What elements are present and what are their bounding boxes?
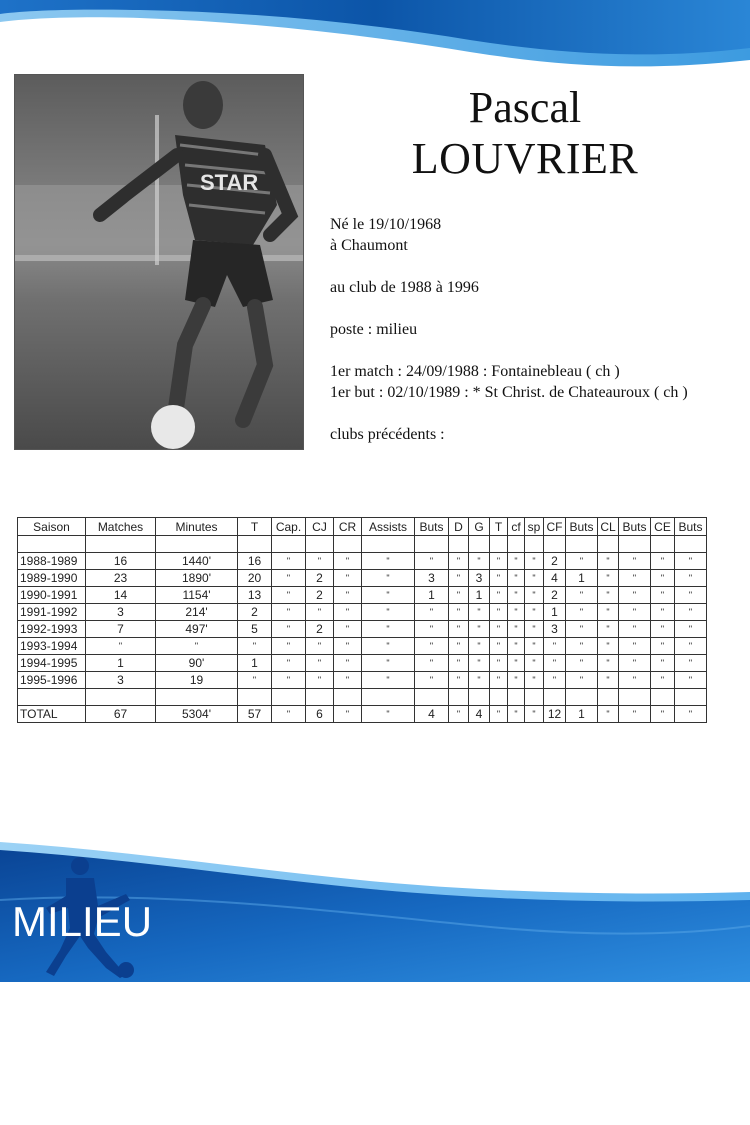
- table-cell: [306, 536, 334, 553]
- previous-clubs: clubs précédents :: [330, 426, 445, 443]
- table-cell: ": [566, 587, 598, 604]
- table-cell: ": [490, 672, 508, 689]
- table-header: T: [490, 518, 508, 536]
- table-cell: ": [675, 570, 707, 587]
- table-cell: 5: [238, 621, 272, 638]
- table-cell: ": [619, 587, 651, 604]
- table-cell: ": [651, 553, 675, 570]
- table-cell: 3: [86, 604, 156, 621]
- table-cell: ": [651, 587, 675, 604]
- table-cell: 1995-1996: [18, 672, 86, 689]
- table-cell: [544, 536, 566, 553]
- table-cell: ": [362, 587, 415, 604]
- table-cell: ": [362, 672, 415, 689]
- position: poste : milieu: [330, 321, 418, 338]
- table-cell: ": [525, 706, 544, 723]
- table-cell: 1992-1993: [18, 621, 86, 638]
- table-cell: [508, 536, 525, 553]
- table-cell: ": [675, 655, 707, 672]
- table-header: cf: [508, 518, 525, 536]
- table-cell: ": [508, 621, 525, 638]
- table-header: CE: [651, 518, 675, 536]
- table-cell: ": [566, 638, 598, 655]
- table-cell: ": [415, 672, 449, 689]
- table-cell: 2: [544, 553, 566, 570]
- table-cell: ": [598, 570, 619, 587]
- table-cell: ": [651, 655, 675, 672]
- table-cell: ": [619, 604, 651, 621]
- table-cell: 16: [86, 553, 156, 570]
- table-cell: [272, 536, 306, 553]
- first-goal: 1er but : 02/10/1989 : * St Christ. de Chateauroux ( ch ): [330, 384, 688, 401]
- table-cell: ": [675, 672, 707, 689]
- table-cell: ": [272, 706, 306, 723]
- table-cell: ": [619, 672, 651, 689]
- table-cell: ": [544, 655, 566, 672]
- table-cell: ": [490, 655, 508, 672]
- club-period: au club de 1988 à 1996: [330, 279, 479, 296]
- table-cell: 1890': [156, 570, 238, 587]
- table-cell: ": [362, 621, 415, 638]
- table-cell: ": [449, 655, 469, 672]
- table-cell: 3: [544, 621, 566, 638]
- table-row: [18, 655, 707, 672]
- table-cell: ": [525, 553, 544, 570]
- table-cell: ": [544, 672, 566, 689]
- table-cell: ": [619, 706, 651, 723]
- player-name: [400, 84, 650, 186]
- table-row: [18, 621, 707, 638]
- table-cell: ": [651, 638, 675, 655]
- table-cell: ": [675, 587, 707, 604]
- table-cell: ": [449, 621, 469, 638]
- table-header: CR: [334, 518, 362, 536]
- table-cell: ": [362, 604, 415, 621]
- table-cell: [415, 536, 449, 553]
- table-cell: ": [651, 706, 675, 723]
- table-cell: ": [362, 655, 415, 672]
- table-cell: ": [566, 655, 598, 672]
- table-header: CL: [598, 518, 619, 536]
- table-cell: ": [272, 587, 306, 604]
- table-cell: ": [272, 621, 306, 638]
- table-cell: 1: [566, 706, 598, 723]
- table-cell: 1: [415, 587, 449, 604]
- table-cell: ": [525, 604, 544, 621]
- table-cell: ": [566, 553, 598, 570]
- table-cell: [566, 689, 598, 706]
- table-cell: 497': [156, 621, 238, 638]
- table-cell: 7: [86, 621, 156, 638]
- table-cell: ": [469, 655, 490, 672]
- table-cell: 4: [469, 706, 490, 723]
- table-cell: 2: [306, 570, 334, 587]
- table-header: Buts: [415, 518, 449, 536]
- table-cell: 20: [238, 570, 272, 587]
- table-cell: [675, 689, 707, 706]
- table-row: [18, 553, 707, 570]
- table-header: Assists: [362, 518, 415, 536]
- table-header: CJ: [306, 518, 334, 536]
- table-cell: ": [675, 553, 707, 570]
- table-cell: ": [598, 638, 619, 655]
- table-cell: ": [334, 587, 362, 604]
- table-header: D: [449, 518, 469, 536]
- table-cell: ": [156, 638, 238, 655]
- table-cell: ": [306, 638, 334, 655]
- position-banner-label: MILIEU: [12, 898, 153, 945]
- first-name: Pascal: [468, 83, 582, 132]
- table-cell: ": [566, 621, 598, 638]
- table-cell: ": [306, 672, 334, 689]
- table-cell: 1994-1995: [18, 655, 86, 672]
- table-cell: ": [334, 655, 362, 672]
- table-cell: ": [508, 672, 525, 689]
- table-cell: ": [415, 553, 449, 570]
- table-cell: ": [490, 570, 508, 587]
- table-cell: ": [469, 553, 490, 570]
- table-row: [18, 604, 707, 621]
- table-cell: [86, 689, 156, 706]
- table-header: Minutes: [156, 518, 238, 536]
- table-cell: [156, 689, 238, 706]
- table-cell: ": [619, 570, 651, 587]
- table-cell: ": [651, 672, 675, 689]
- table-cell: 1: [544, 604, 566, 621]
- table-row: [18, 638, 707, 655]
- table-cell: 5304': [156, 706, 238, 723]
- table-cell: 1154': [156, 587, 238, 604]
- table-cell: ": [598, 604, 619, 621]
- table-cell: ": [86, 638, 156, 655]
- table-cell: ": [469, 604, 490, 621]
- table-cell: ": [619, 621, 651, 638]
- table-header: Buts: [675, 518, 707, 536]
- table-cell: 19: [156, 672, 238, 689]
- table-cell: ": [272, 672, 306, 689]
- table-cell: ": [449, 587, 469, 604]
- table-cell: ": [415, 621, 449, 638]
- table-cell: [651, 689, 675, 706]
- table-cell: ": [598, 655, 619, 672]
- table-cell: 16: [238, 553, 272, 570]
- table-row: [18, 536, 707, 553]
- table-cell: 1988-1989: [18, 553, 86, 570]
- table-cell: ": [651, 570, 675, 587]
- table-cell: ": [525, 638, 544, 655]
- table-cell: ": [490, 621, 508, 638]
- table-cell: ": [449, 604, 469, 621]
- table-cell: ": [334, 570, 362, 587]
- table-cell: ": [525, 655, 544, 672]
- stats-table: [17, 517, 707, 723]
- table-cell: [490, 536, 508, 553]
- table-cell: ": [651, 604, 675, 621]
- table-cell: 1: [86, 655, 156, 672]
- table-cell: ": [490, 553, 508, 570]
- table-cell: [449, 536, 469, 553]
- table-cell: ": [238, 638, 272, 655]
- table-cell: ": [508, 570, 525, 587]
- table-cell: 1: [469, 587, 490, 604]
- table-cell: [306, 689, 334, 706]
- table-cell: [525, 689, 544, 706]
- table-cell: [415, 689, 449, 706]
- table-cell: [362, 689, 415, 706]
- table-cell: ": [651, 621, 675, 638]
- table-cell: 6: [306, 706, 334, 723]
- table-header: CF: [544, 518, 566, 536]
- table-cell: ": [238, 672, 272, 689]
- table-cell: 1993-1994: [18, 638, 86, 655]
- last-name: LOUVRIER: [411, 134, 639, 183]
- table-cell: 3: [86, 672, 156, 689]
- table-cell: ": [469, 638, 490, 655]
- table-cell: 1440': [156, 553, 238, 570]
- table-cell: [156, 536, 238, 553]
- table-cell: ": [619, 655, 651, 672]
- table-cell: ": [306, 655, 334, 672]
- table-cell: ": [598, 672, 619, 689]
- table-cell: ": [598, 621, 619, 638]
- table-cell: ": [272, 604, 306, 621]
- table-cell: ": [334, 672, 362, 689]
- table-cell: ": [619, 638, 651, 655]
- table-cell: ": [525, 672, 544, 689]
- player-photo: [14, 74, 304, 450]
- table-cell: [619, 536, 651, 553]
- table-cell: ": [675, 638, 707, 655]
- table-cell: ": [469, 621, 490, 638]
- table-cell: 3: [469, 570, 490, 587]
- table-cell: 1: [566, 570, 598, 587]
- table-cell: 14: [86, 587, 156, 604]
- table-cell: [544, 689, 566, 706]
- table-header: Saison: [18, 518, 86, 536]
- table-cell: ": [334, 706, 362, 723]
- table-cell: 57: [238, 706, 272, 723]
- table-cell: ": [675, 706, 707, 723]
- table-cell: ": [362, 706, 415, 723]
- table-header: Matches: [86, 518, 156, 536]
- born-date: Né le 19/10/1968: [330, 216, 442, 233]
- table-cell: [598, 536, 619, 553]
- table-cell: ": [598, 553, 619, 570]
- table-cell: ": [490, 604, 508, 621]
- table-cell: ": [449, 672, 469, 689]
- table-cell: ": [334, 638, 362, 655]
- table-header: Cap.: [272, 518, 306, 536]
- table-cell: 4: [544, 570, 566, 587]
- table-cell: [525, 536, 544, 553]
- table-cell: 13: [238, 587, 272, 604]
- table-row: [18, 672, 707, 689]
- table-cell: ": [598, 706, 619, 723]
- table-cell: [334, 689, 362, 706]
- table-cell: ": [490, 706, 508, 723]
- table-cell: ": [675, 604, 707, 621]
- table-cell: ": [508, 587, 525, 604]
- player-info: [330, 214, 688, 445]
- table-cell: ": [490, 587, 508, 604]
- table-header: Buts: [619, 518, 651, 536]
- table-cell: [490, 689, 508, 706]
- table-cell: [334, 536, 362, 553]
- table-cell: 1991-1992: [18, 604, 86, 621]
- table-cell: ": [449, 570, 469, 587]
- table-cell: ": [566, 604, 598, 621]
- table-cell: ": [508, 604, 525, 621]
- table-cell: 2: [306, 587, 334, 604]
- table-cell: [675, 536, 707, 553]
- table-cell: ": [469, 672, 490, 689]
- table-cell: [272, 689, 306, 706]
- table-cell: [651, 536, 675, 553]
- table-cell: 90': [156, 655, 238, 672]
- table-cell: 3: [415, 570, 449, 587]
- table-cell: ": [272, 638, 306, 655]
- table-cell: ": [544, 638, 566, 655]
- table-cell: 4: [415, 706, 449, 723]
- jersey-text: STAR: [200, 170, 259, 195]
- table-cell: ": [306, 604, 334, 621]
- table-cell: ": [508, 706, 525, 723]
- table-cell: [86, 536, 156, 553]
- first-match: 1er match : 24/09/1988 : Fontainebleau ( ch ): [330, 363, 620, 380]
- table-cell: ": [525, 587, 544, 604]
- table-cell: ": [362, 638, 415, 655]
- table-cell: [469, 689, 490, 706]
- born-place: à Chaumont: [330, 237, 408, 254]
- table-cell: ": [566, 672, 598, 689]
- table-cell: ": [272, 570, 306, 587]
- table-cell: 67: [86, 706, 156, 723]
- table-cell: 12: [544, 706, 566, 723]
- table-cell: [508, 689, 525, 706]
- table-cell: 1: [238, 655, 272, 672]
- table-cell: ": [449, 553, 469, 570]
- table-cell: 214': [156, 604, 238, 621]
- table-row: [18, 570, 707, 587]
- table-cell: ": [508, 638, 525, 655]
- table-header: G: [469, 518, 490, 536]
- table-cell: ": [415, 655, 449, 672]
- table-cell: ": [415, 604, 449, 621]
- table-header: sp: [525, 518, 544, 536]
- table-cell: [362, 536, 415, 553]
- table-cell: TOTAL: [18, 706, 86, 723]
- table-cell: ": [508, 553, 525, 570]
- table-cell: [238, 689, 272, 706]
- table-cell: ": [362, 570, 415, 587]
- table-cell: ": [508, 655, 525, 672]
- table-cell: 2: [306, 621, 334, 638]
- table-cell: ": [334, 553, 362, 570]
- table-cell: ": [449, 706, 469, 723]
- table-header-row: [18, 518, 707, 536]
- table-cell: 2: [238, 604, 272, 621]
- table-cell: ": [525, 621, 544, 638]
- table-cell: ": [490, 638, 508, 655]
- table-header: Buts: [566, 518, 598, 536]
- table-cell: ": [415, 638, 449, 655]
- table-cell: 1990-1991: [18, 587, 86, 604]
- table-cell: ": [272, 553, 306, 570]
- table-header: T: [238, 518, 272, 536]
- table-row: [18, 689, 707, 706]
- table-cell: ": [306, 553, 334, 570]
- table-cell: [598, 689, 619, 706]
- table-cell: ": [449, 638, 469, 655]
- table-cell: ": [619, 553, 651, 570]
- table-cell: ": [525, 570, 544, 587]
- table-cell: [238, 536, 272, 553]
- table-cell: ": [272, 655, 306, 672]
- table-cell: ": [362, 553, 415, 570]
- table-cell: [18, 689, 86, 706]
- table-cell: 23: [86, 570, 156, 587]
- table-cell: ": [598, 587, 619, 604]
- table-row: [18, 706, 707, 723]
- table-cell: ": [334, 621, 362, 638]
- table-cell: [566, 536, 598, 553]
- top-wave-decoration: [0, 0, 750, 80]
- table-cell: 2: [544, 587, 566, 604]
- table-cell: ": [675, 621, 707, 638]
- table-cell: [619, 689, 651, 706]
- table-cell: [449, 689, 469, 706]
- table-cell: [469, 536, 490, 553]
- table-cell: [18, 536, 86, 553]
- table-cell: 1989-1990: [18, 570, 86, 587]
- table-cell: ": [334, 604, 362, 621]
- table-row: [18, 587, 707, 604]
